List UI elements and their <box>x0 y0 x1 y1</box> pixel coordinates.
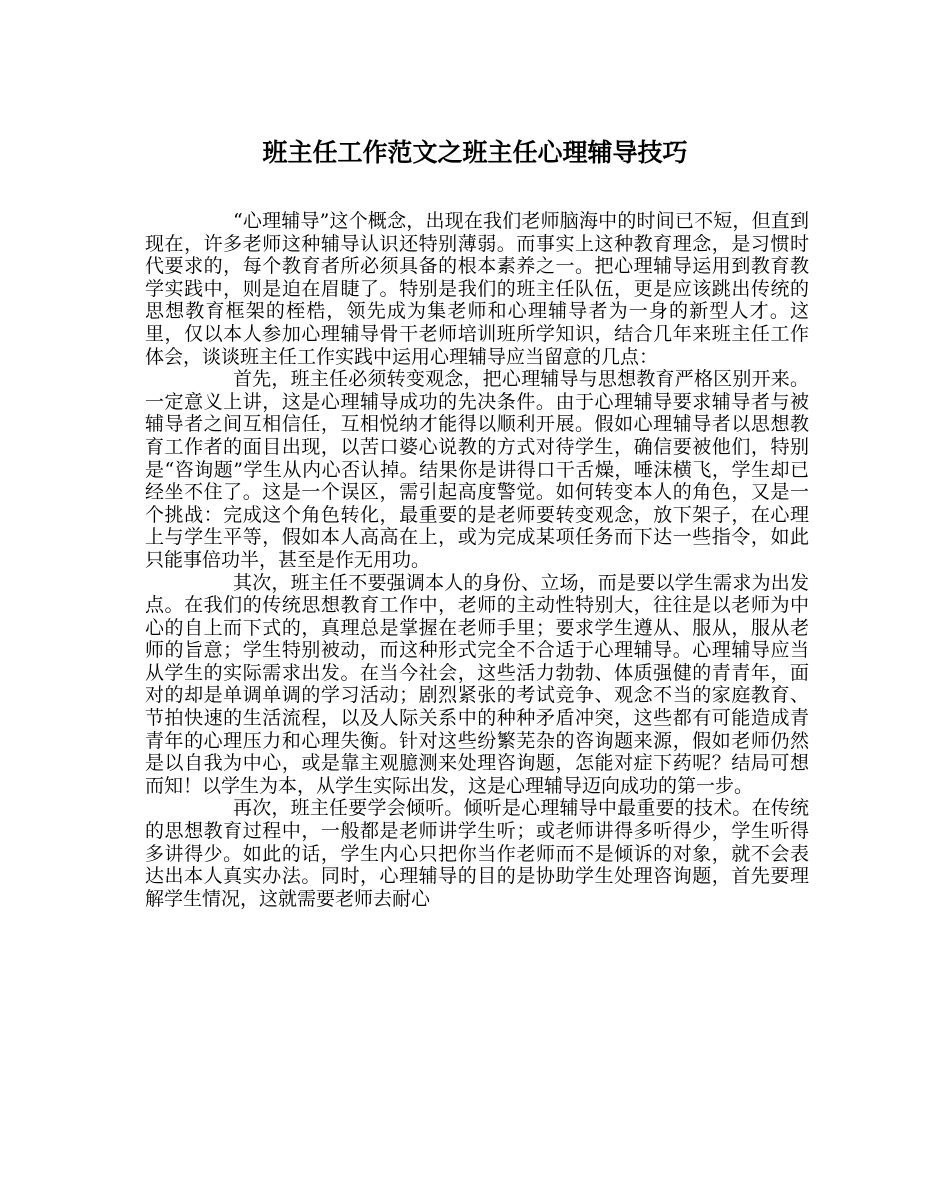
document-body <box>145 210 809 910</box>
paragraph-first-point: 首先，班主任必须转变观念，把心理辅导与思想教育严格区别开来。一定意义上讲，这是心理辅导成功的先决条件。由于心理辅导要求辅导者与被辅导者之间互相信任，互相悦纳才能得以顺利开展。假如心理辅导者以思想教育工作者的面目出现，以苦口婆心说教的方式对待学生，确信要被他们，特别是“咨询题”学生从内心否认掉。结果你是讲得口干舌燥，唾沫横飞，学生却已经坐不住了。这是一个误区，需引起高度警觉。如何转变本人的角色，又是一个挑战：完成这个角色转化，最重要的是老师要转变观念，放下架子，在心理上与学生平等，假如本人高高在上，或为完成某项任务而下达一些指令，如此只能事倍功半，甚至是作无用功。 <box>145 368 809 571</box>
document-title: 班主任工作范文之班主任心理辅导技巧 <box>262 138 688 167</box>
paragraph-intro: “心理辅导”这个概念，出现在我们老师脑海中的时间已不短，但直到现在，许多老师这种辅导认识还特别薄弱。而事实上这种教育理念，是习惯时代要求的，每个教育者所必须具备的根本素养之一。把心理辅导运用到教育教学实践中，则是迫在眉睫了。特别是我们的班主任队伍，更是应该跳出传统的思想教育框架的桎梏，领先成为集老师和心理辅导者为一身的新型人才。这里，仅以本人参加心理辅导骨干老师培训班所学知识，结合几年来班主任工作体会，谈谈班主任工作实践中运用心理辅导应当留意的几点： <box>145 210 809 368</box>
paragraph-second-point: 其次，班主任不要强调本人的身份、立场，而是要以学生需求为出发点。在我们的传统思想教育工作中，老师的主动性特别大，往往是以老师为中心的自上而下式的，真理总是掌握在老师手里；要求学生遵从、服从，服从老师的旨意；学生特别被动，而这种形式完全不合适于心理辅导。心理辅导应当从学生的实际需求出发。在当今社会，这些活力勃勃、体质强健的青青年，面对的却是单调单调的学习活动；剧烈紧张的考试竞争、观念不当的家庭教育、节拍快速的生活流程，以及人际关系中的种种矛盾冲突，这些都有可能造成青青年的心理压力和心理失衡。针对这些纷繁芜杂的咨询题来源，假如老师仍然是以自我为中心，或是靠主观臆测来处理咨询题，怎能对症下药呢？结局可想而知！以学生为本，从学生实际出发，这是心理辅导迈向成功的第一步。 <box>145 571 809 797</box>
paragraph-third-point: 再次，班主任要学会倾听。倾听是心理辅导中最重要的技术。在传统的思想教育过程中，一般都是老师讲学生听；或老师讲得多听得少，学生听得多讲得少。如此的话，学生内心只把你当作老师而不是倾诉的对象，就不会表达出本人真实办法。同时，心理辅导的目的是协助学生处理咨询题，首先要理解学生情况，这就需要老师去耐心 <box>145 797 809 910</box>
